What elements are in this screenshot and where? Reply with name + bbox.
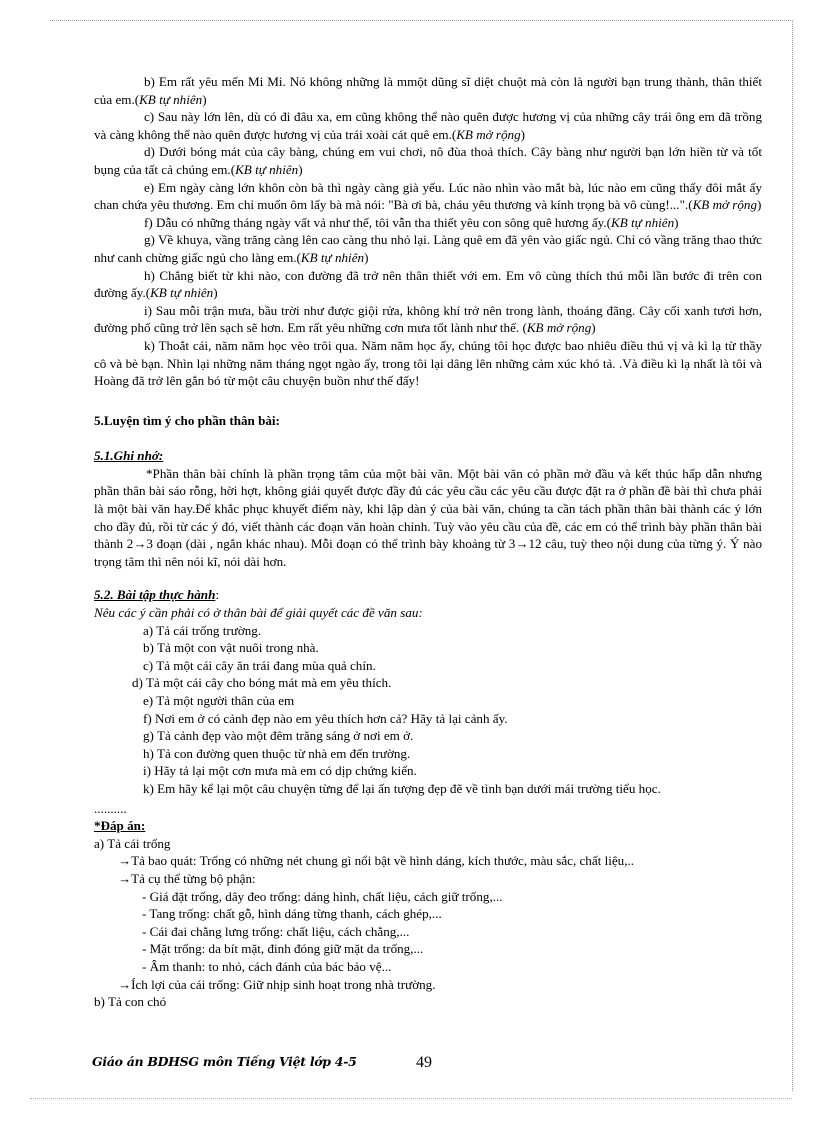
paragraph-ref: KB mở rộng [456, 126, 521, 142]
paragraph-ref: KB tự nhiên [150, 285, 214, 301]
paragraph-ref: KB mở rộng [692, 197, 758, 213]
paragraph-text: c) Sau này lớn lên, dù có đi đâu xa, em cũng không thể nào quên được hương vị của những cây trái ông em đã trồng và càng không thể nào quên được hương vị của trái xoài cát quê em.( [94, 109, 762, 142]
ellipsis: .......... [94, 800, 127, 816]
paragraph-text: k) Thoắt cái, năm năm học vèo trôi qua. Năm năm học ấy, chúng tôi học được bao nhiêu điều thú vị và kì lạ từ thầy cô và bè bạn. Nhìn lại những năm tháng ngọt ngào ấy, trong tôi lại dâng lên những cảm xúc khó tả. .Và điều kì lạ nhất là tôi và Hoàng đã trở lên gắn bó từ một câu chuyện buồn như thế đấy! [94, 337, 762, 389]
exercise-item: d) Tả một cái cây cho bóng mát mà em yêu thích. [132, 675, 392, 691]
page-border-bottom [30, 1098, 792, 1099]
note-heading: 5.1.Ghi nhớ: [94, 448, 164, 464]
note-body: *Phần thân bài chính là phần trọng tâm của một bài văn. Một bài văn có phần mở đầu và kết thúc hấp dẫn nhưng phần thân bài sáo rỗng, hời hợt, không giải quyết được đầy đủ các yêu cầu các yêu cầu được đặt ra ở phần đề bài thì chưa phải là một bài văn hay.Để khắc phục khuyết điểm này, khi lập dàn ý của bài văn, chúng ta cần tách phần thân bài thành các ý lớn cho đầy đủ, rồi từ các ý đó, viết thành các đoạn văn hoàn chỉnh. Tuỳ vào yêu cầu của đề, các em có thể trình bày phần thân bài thành 2→3 đoạn (dài , ngắn khác nhau). Mỗi đoạn có thể trình bày khoảng từ 3→12 câu, tuỳ theo nội dung của từng ý. Ý nào trọng tâm thì nên nói kĩ, nói dài hơn. [94, 465, 762, 569]
answer-a-overview: →Tả bao quát: Trống có những nét chung gì nổi bật về hình dáng, kích thước, màu sắc, chất liệu,.. [118, 853, 635, 869]
example-paragraph [94, 143, 762, 178]
example-paragraph [94, 302, 762, 337]
footer-label: Giáo án BDHSG môn Tiếng Việt lớp 4-5 [92, 1054, 357, 1069]
answer-part-item: - Âm thanh: to nhỏ, cách đánh của bác bảo vệ... [142, 958, 392, 974]
exercise-item: a) Tả cái trống trường. [143, 622, 262, 638]
exercise-list [94, 622, 762, 798]
exercise-item: e) Tả một người thân của em [143, 693, 295, 708]
answer-a-parts [94, 888, 762, 976]
exercise-item: k) Em hãy kể lại một câu chuyện từng để lại ấn tượng đẹp đẽ về tình bạn dưới mái trường tiểu học. [143, 780, 661, 796]
exercise-item: c) Tả một cái cây ăn trái đang mùa quả chín. [143, 657, 376, 673]
paragraph-ref: KB tự nhiên [235, 161, 299, 177]
answer-heading: *Đáp án: [94, 818, 146, 834]
exercise-item: h) Tả con đường quen thuộc từ nhà em đến trường. [143, 745, 411, 761]
example-paragraph [94, 337, 762, 390]
exercise-item: g) Tả cảnh đẹp vào một đêm trăng sáng ở nơi em ở. [143, 728, 414, 744]
paragraph-ref-close: ) [202, 91, 207, 107]
example-paragraph [94, 267, 762, 302]
paragraph-ref: KB tự nhiên [139, 91, 203, 107]
conclusion-examples [94, 73, 762, 390]
exercise-item: i) Hãy tả lại một cơn mưa mà em có dịp chứng kiến. [143, 763, 417, 779]
paragraph-ref-close: ) [364, 249, 369, 265]
paragraph-ref-close: ) [298, 161, 303, 177]
paragraph-ref-close: ) [674, 214, 679, 230]
answer-b-title: b) Tả con chó [94, 994, 167, 1010]
paragraph-ref: KB mở rộng [526, 320, 592, 336]
paragraph-text: i) Sau mỗi trận mưa, bầu trời như được giội rửa, không khí trở nên trong lành, thoáng đãng. Cây cối xanh tươi hơn, đường phố cũng trở lên sạch sẽ hơn. Em rất yêu những cơn mưa tốt lành như thế. ( [94, 302, 762, 336]
example-paragraph [94, 73, 762, 108]
answer-part-item: - Giá đặt trống, dây đeo trống: dáng hình, chất liệu, cách giữ trống,... [142, 888, 503, 904]
answer-part-item: - Tang trống: chất gỗ, hình dáng từng thanh, cách ghép,... [142, 906, 442, 922]
section-title: 5.Luyện tìm ý cho phần thân bài: [94, 412, 280, 428]
answer-part-item: - Cái đai chằng lưng trống: chất liệu, cách chằng,... [142, 923, 410, 939]
example-paragraph [94, 214, 762, 232]
practice-heading-colon: : [215, 587, 219, 603]
paragraph-text: d) Dưới bóng mát của cây bàng, chúng em vui chơi, nô đùa thoả thích. Cây bàng như người bạn lớn hiền từ và tốt bụng của tất cả chúng em.( [94, 144, 762, 177]
paragraph-text: g) Về khuya, vầng trăng càng lên cao càng thu nhỏ lại. Làng quê em đã yên vào giấc ngủ. Chỉ có vầng trăng thao thức như canh chừng giấc ngủ cho làng em.( [94, 232, 762, 265]
practice-heading-line [94, 586, 762, 604]
paragraph-text: b) Em rất yêu mến Mi Mi. Nó không những là mmột dũng sĩ diệt chuột mà còn là người bạn trung thành, thân thiết của em.( [94, 74, 762, 107]
answer-a-title: a) Tả cái trống [94, 835, 171, 851]
exercise-item: b) Tả một con vật nuôi trong nhà. [143, 640, 319, 656]
paragraph-ref-close: ) [520, 126, 526, 142]
example-paragraph [94, 108, 762, 143]
practice-heading: 5.2. Bài tập thực hành [94, 587, 216, 603]
example-paragraph [94, 231, 762, 266]
paragraph-ref-close: ) [757, 197, 762, 213]
paragraph-ref-close: ) [591, 320, 596, 336]
exercise-item: f) Nơi em ở có cảnh đẹp nào em yêu thích hơn cả? Hãy tả lại cảnh ấy. [143, 710, 508, 726]
paragraph-ref: KB tự nhiên [610, 214, 675, 230]
example-paragraph [94, 179, 762, 214]
paragraph-text: h) Chẳng biết từ khi nào, con đường đã trở nên thân thiết với em. Em vô cùng thích thú mỗi lần bước đi trên con đường ấy.( [94, 267, 762, 301]
paragraph-text: f) Dẫu có những tháng ngày vất vả như thế, tôi vẫn tha thiết yêu con sông quê hương ấy.( [144, 214, 611, 230]
document-body [94, 73, 762, 1011]
answer-part-item: - Mặt trống: da bít mặt, đinh đóng giữ mặt da trống,... [142, 941, 424, 957]
paragraph-text: e) Em ngày càng lớn khôn còn bà thì ngày càng già yếu. Lúc nào nhìn vào mắt bà, lúc nào em cũng thấy đôi mắt ấy chan chứa yêu thương. Em chỉ muốn ôm lấy bà mà nói: "Bà ơi bà, cháu yêu thương và kính trọng bà vô cùng!...".( [94, 179, 762, 213]
paragraph-ref-close: ) [213, 285, 218, 301]
page-number: 49 [416, 1054, 432, 1071]
answer-a-benefit: →Ích lợi của cái trống: Giữ nhịp sinh hoạt trong nhà trường. [118, 976, 436, 992]
paragraph-ref: KB tự nhiên [300, 249, 365, 265]
practice-prompt: Nêu các ý cần phải có ở thân bài để giải quyết các đề văn sau: [94, 605, 423, 621]
answer-a-detail: →Tả cụ thể từng bộ phận: [118, 870, 256, 886]
